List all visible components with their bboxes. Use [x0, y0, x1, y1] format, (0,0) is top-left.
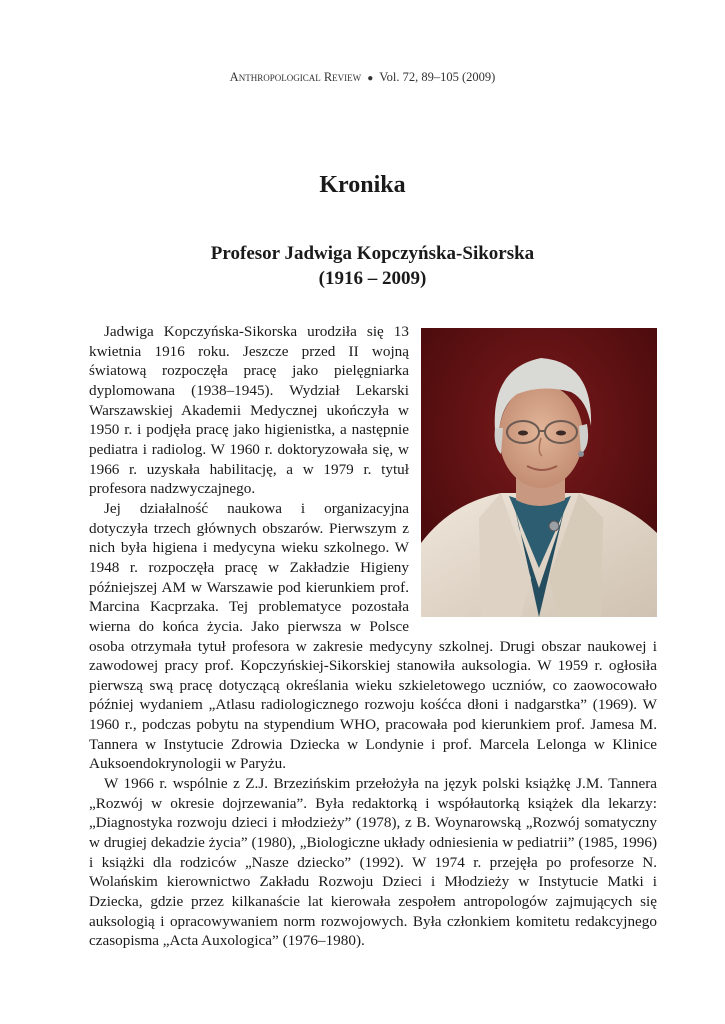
journal-citation: Vol. 72, 89–105 (2009): [379, 70, 496, 84]
article-title-name: Profesor Jadwiga Kopczyńska-Sikorska: [210, 243, 535, 264]
bullet-separator: ●: [367, 73, 374, 84]
article-title-dates: (1916 – 2009): [318, 268, 427, 289]
running-header: [0, 70, 725, 85]
article-title: [0, 241, 725, 291]
portrait-photo: [421, 328, 657, 617]
journal-name: Anthropological Review: [229, 70, 362, 84]
section-title: Kronika: [319, 172, 406, 198]
portrait-photo-icon: [421, 328, 657, 617]
paragraph-2: Jej działalność naukowa i organizacyjna dotyczyła trzech głównych obszarów. Pierwszym z nich była higiena i medycyna wieku szkolnego. W 1948 r. rozpoczęła pracę w Zakładzie Higieny późniejszej AM w Warszawie pod kierunkiem prof. Marcina Kacprzaka. Tej problematyce pozostała wierna do końca życia. Jako pierwsza w Polsce osoba otrzymała tytuł profesora w zakresie medycyny szkolnej. Drugi obszar naukowej i zawodowej pracy prof. Kopczyńskiej-Sikorskiej stanowiła auksologia. W 1959 r. ogłosiła pierwszą swą pracę dotyczącą określania wieku szkieletowego uczniów, co zaowocowało później wydaniem „Atlasu radiologicznego rozwoju kośćca dłoni i nadgarstka” (1969). W 1960 r., podczas pobytu na stypendium WHO, pracowała pod kierunkiem prof. Jamesa M. Tannera w Instytucie Zdrowia Dziecka w Londynie i prof. Marcela Lelonga w Klinice Auksoendokrynologii w Paryżu.: [89, 499, 657, 773]
article-body: [89, 322, 657, 951]
paragraph-3: W 1966 r. wspólnie z Z.J. Brzezińskim przełożyła na język polski książkę J.M. Tannera „Rozwój w okresie dojrzewania”. Była redaktorką i współautorką książek dla lekarzy: „Diagnostyka rozwoju dzieci i młodzieży” (1978), z B. Woynarowską „Rozwój somatyczny w drugiej dekadzie życia” (1980), „Biologiczne układy odniesienia w pediatrii” (1985, 1996) i książki dla rodziców „Nasze dziecko” (1992). W 1974 r. przejęła po profesorze N. Wolańskim kierownictwo Zakładu Rozwoju Dzieci i Młodzieży w Instytucie Matki i Dziecka, gdzie przez kilkanaście lat kierowała zespołem antropologów zajmujących się auksologią i opracowywaniem norm rozwojowych. Była członkiem komitetu redakcyjnego czasopisma „Acta Auxologica” (1976–1980).: [89, 775, 657, 950]
paragraph-1: Jadwiga Kopczyńska-Sikorska urodziła się 13 kwietnia 1916 roku. Jeszcze przed II wojną światową rozpoczęła pracę jako pielęgniarka dyplomowana (1938–1945). Wydział Lekarski Warszawskiej Akademii Medycznej ukończyła w 1950 r. i podjęła pracę jako higienistka, a następnie pediatra i radiolog. W 1960 r. doktoryzowała się, w 1966 r. uzyskała habilitację, a w 1979 r. tytuł profesora nadzwyczajnego.: [89, 323, 409, 498]
